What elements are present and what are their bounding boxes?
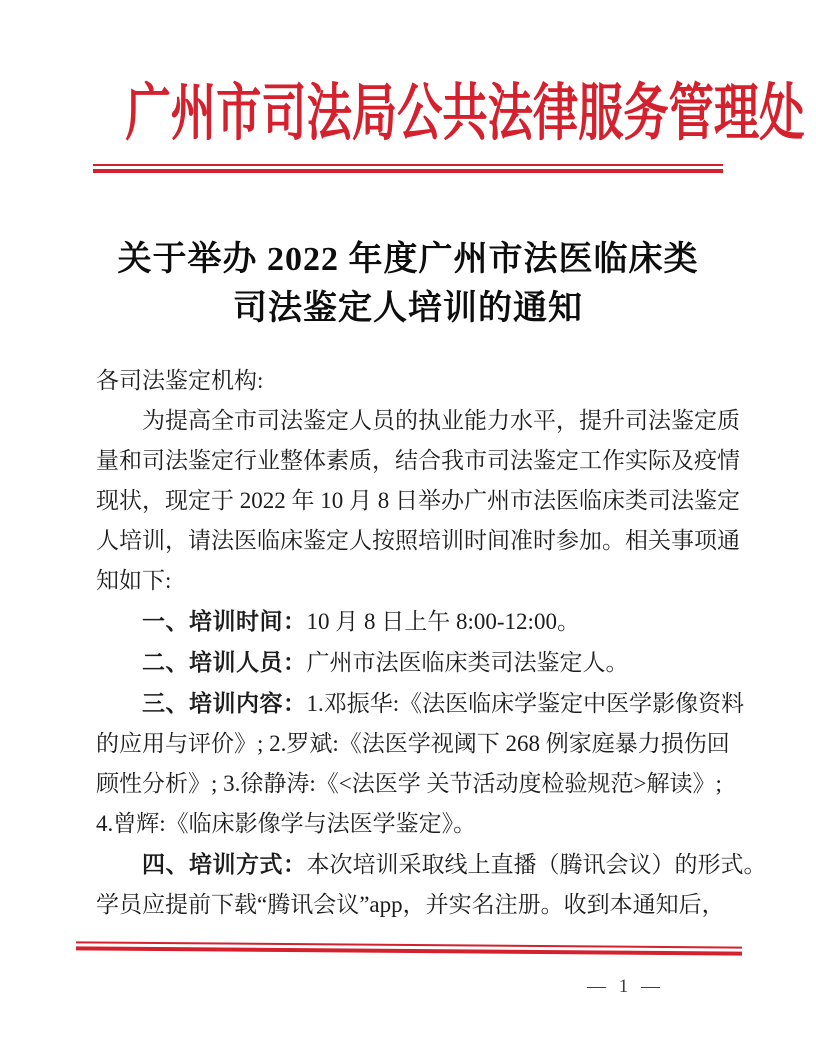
body-text: 本次培训采取线上直播（腾讯会议）的形式。	[306, 852, 767, 878]
body-text: 4.曾辉:《临床影像学与法医学鉴定》。	[96, 811, 477, 837]
letterhead	[0, 0, 816, 173]
body-line	[96, 481, 740, 521]
body-text: 1.邓振华:《法医临床学鉴定中医学影像资料	[306, 691, 745, 717]
body-text: 人培训，请法医临床鉴定人按照培训时间准时参加。相关事项通	[96, 528, 740, 554]
body-section-label: 二、培训人员：	[142, 649, 307, 676]
body-line	[96, 724, 730, 764]
body-text: 的应用与评价》; 2.罗斌:《法医学视阈下 268 例家庭暴力损伤回	[96, 731, 730, 757]
body-text: 现状，现定于 2022 年 10 月 8 日举办广州市法医临床类司法鉴定	[96, 488, 740, 514]
body-line	[96, 401, 740, 441]
body-text: 广州市法医临床类司法鉴定人。	[306, 650, 629, 676]
body-line	[96, 441, 740, 481]
body-line	[96, 885, 724, 925]
document-title-line2: 司法鉴定人培训的通知	[233, 290, 583, 328]
body-text: 量和司法鉴定行业整体素质，结合我市司法鉴定工作实际及疫情	[96, 448, 740, 474]
body-line	[96, 804, 724, 844]
body-section-label: 三、培训内容：	[142, 690, 307, 717]
body-line	[96, 601, 724, 642]
page-number: — 1 —	[587, 976, 664, 997]
body-text: 顾性分析》; 3.徐静涛:《<法医学 关节活动度检验规范>解读》;	[96, 771, 722, 797]
letterhead-title: 广州市司法局公共法律服务管理处	[125, 80, 805, 148]
body-text: 各司法鉴定机构:	[96, 368, 264, 394]
body-line	[96, 521, 740, 561]
document-title	[0, 235, 816, 333]
body-line	[96, 764, 724, 804]
letterhead-divider	[93, 164, 723, 173]
body-line	[96, 361, 724, 401]
document-title-line1: 关于举办 2022 年度广州市法医临床类	[117, 241, 699, 279]
body-line	[96, 642, 724, 683]
document-body	[0, 361, 816, 925]
body-line	[96, 561, 724, 601]
body-section-label: 一、培训时间：	[142, 608, 307, 635]
footer-divider	[76, 941, 742, 955]
body-text: 知如下:	[96, 568, 172, 594]
body-text: 学员应提前下载“腾讯会议”app，并实名注册。收到本通知后，	[96, 892, 725, 918]
body-line	[96, 683, 745, 724]
body-section-label: 四、培训方式：	[142, 851, 307, 878]
body-line	[96, 844, 767, 885]
body-text: 为提高全市司法鉴定人员的执业能力水平，提升司法鉴定质	[142, 408, 740, 434]
body-text: 10 月 8 日上午 8:00-12:00。	[306, 609, 580, 635]
